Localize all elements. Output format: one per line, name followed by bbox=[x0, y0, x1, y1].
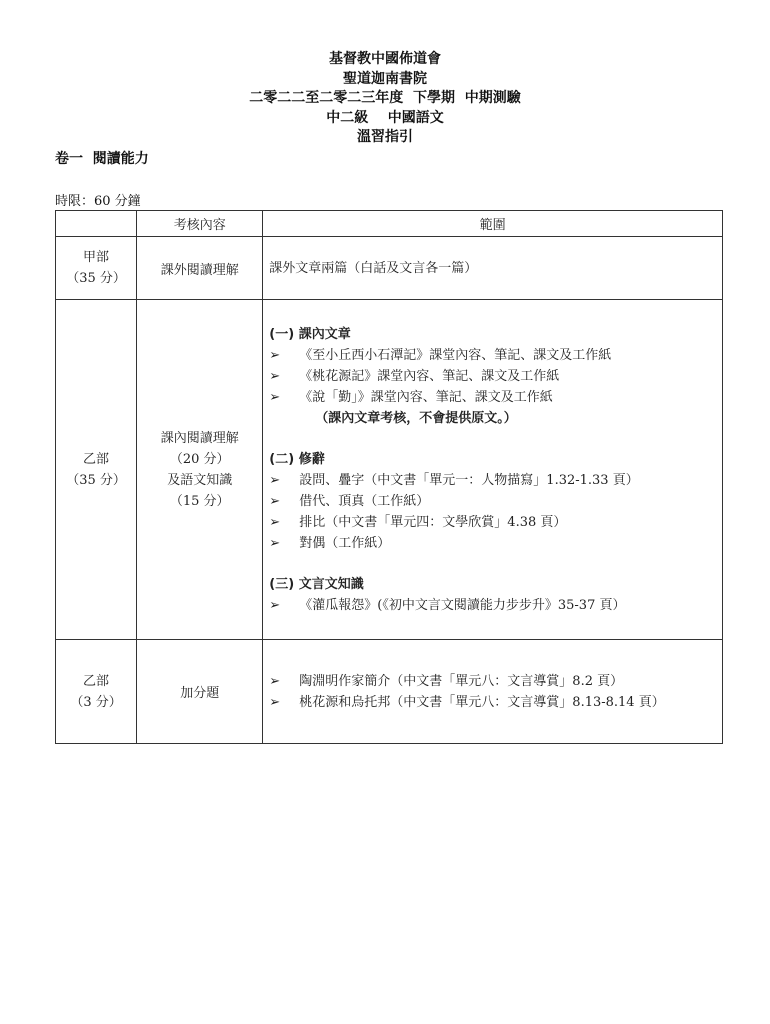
part-label: 乙部 bbox=[83, 451, 110, 467]
table-row bbox=[56, 640, 723, 744]
school-org: 基督教中國佈道會 bbox=[329, 51, 441, 67]
scope-cell: 課外文章兩篇（白話及文言各一篇） bbox=[263, 237, 723, 300]
content-cell: 加分題 bbox=[137, 640, 263, 744]
scope-cell bbox=[263, 640, 723, 744]
content-line: （15 分） bbox=[169, 493, 230, 509]
content-line: （20 分） bbox=[169, 451, 230, 467]
marks-label: （35 分） bbox=[66, 271, 126, 286]
scope-cell bbox=[263, 300, 723, 640]
revision-table bbox=[55, 210, 723, 744]
part-cell bbox=[56, 300, 137, 640]
list-item: ➢ 設問、疊字（中文書「單元一：人物描寫」1.32-1.33 頁） bbox=[269, 470, 722, 491]
list-item: ➢ 《桃花源記》課堂內容、筆記、課文及工作紙 bbox=[269, 366, 722, 387]
content-cell: 課外閱讀理解 bbox=[137, 237, 263, 300]
arrow-bullet-icon: ➢ bbox=[269, 368, 281, 384]
arrow-bullet-icon: ➢ bbox=[269, 347, 281, 363]
arrow-bullet-icon: ➢ bbox=[269, 694, 281, 710]
list-item: ➢ 《說「勤」》課堂內容、筆記、課文及工作紙 bbox=[269, 387, 722, 408]
header-cell-scope: 範圍 bbox=[263, 211, 723, 237]
arrow-bullet-icon: ➢ bbox=[269, 389, 281, 405]
scope-subheading: (二) 修辭 bbox=[269, 451, 325, 467]
paper-title: 卷一 閱讀能力 bbox=[55, 151, 149, 167]
arrow-bullet-icon: ➢ bbox=[269, 514, 281, 530]
time-limit: 時限：60 分鐘 bbox=[55, 194, 141, 209]
school-name: 聖道迦南書院 bbox=[343, 70, 427, 87]
list-item: ➢ 桃花源和烏托邦（中文書「單元八：文言導賞」8.13-8.14 頁） bbox=[269, 692, 722, 713]
header-cell-content: 考核內容 bbox=[137, 211, 263, 237]
list-item: ➢ 借代、頂真（工作紙） bbox=[269, 491, 722, 512]
list-item: ➢ 《至小丘西小石潭記》課堂內容、筆記、課文及工作紙 bbox=[269, 345, 722, 366]
list-item: ➢ 排比（中文書「單元四：文學欣賞」4.38 頁） bbox=[269, 512, 722, 533]
content-cell bbox=[137, 300, 263, 640]
list-item: ➢ 對偶（工作紙） bbox=[269, 533, 722, 554]
document-header bbox=[0, 50, 770, 148]
table-row bbox=[56, 237, 723, 300]
scope-subheading: (三) 文言文知識 bbox=[269, 576, 364, 592]
part-label: 甲部 bbox=[83, 250, 110, 265]
scope-note: （課內文章考核，不會提供原文。） bbox=[315, 410, 517, 426]
marks-label: （3 分） bbox=[70, 694, 122, 710]
content-line: 課內閱讀理解 bbox=[160, 430, 239, 446]
exam-title: 二零二二至二零二三年度 下學期 中期測驗 bbox=[249, 90, 521, 106]
arrow-bullet-icon: ➢ bbox=[269, 493, 281, 509]
list-item: ➢ 《灌瓜報怨》(《初中文言文閱讀能力步步升》35-37 頁） bbox=[269, 595, 722, 616]
part-cell bbox=[56, 237, 137, 300]
arrow-bullet-icon: ➢ bbox=[269, 597, 281, 613]
scope-subheading: (一) 課內文章 bbox=[269, 326, 351, 342]
list-item: ➢ 陶淵明作家簡介（中文書「單元八：文言導賞」8.2 頁） bbox=[269, 671, 722, 692]
content-line: 及語文知識 bbox=[167, 472, 233, 488]
table-header-row bbox=[56, 211, 723, 237]
arrow-bullet-icon: ➢ bbox=[269, 673, 281, 689]
guide-title: 溫習指引 bbox=[357, 129, 413, 145]
part-label: 乙部 bbox=[83, 673, 110, 689]
table-row bbox=[56, 300, 723, 640]
marks-label: （35 分） bbox=[66, 472, 126, 488]
part-cell bbox=[56, 640, 137, 744]
grade-subject: 中二級 中國語文 bbox=[326, 109, 444, 126]
arrow-bullet-icon: ➢ bbox=[269, 472, 281, 488]
arrow-bullet-icon: ➢ bbox=[269, 535, 281, 551]
header-cell-part bbox=[56, 211, 137, 237]
